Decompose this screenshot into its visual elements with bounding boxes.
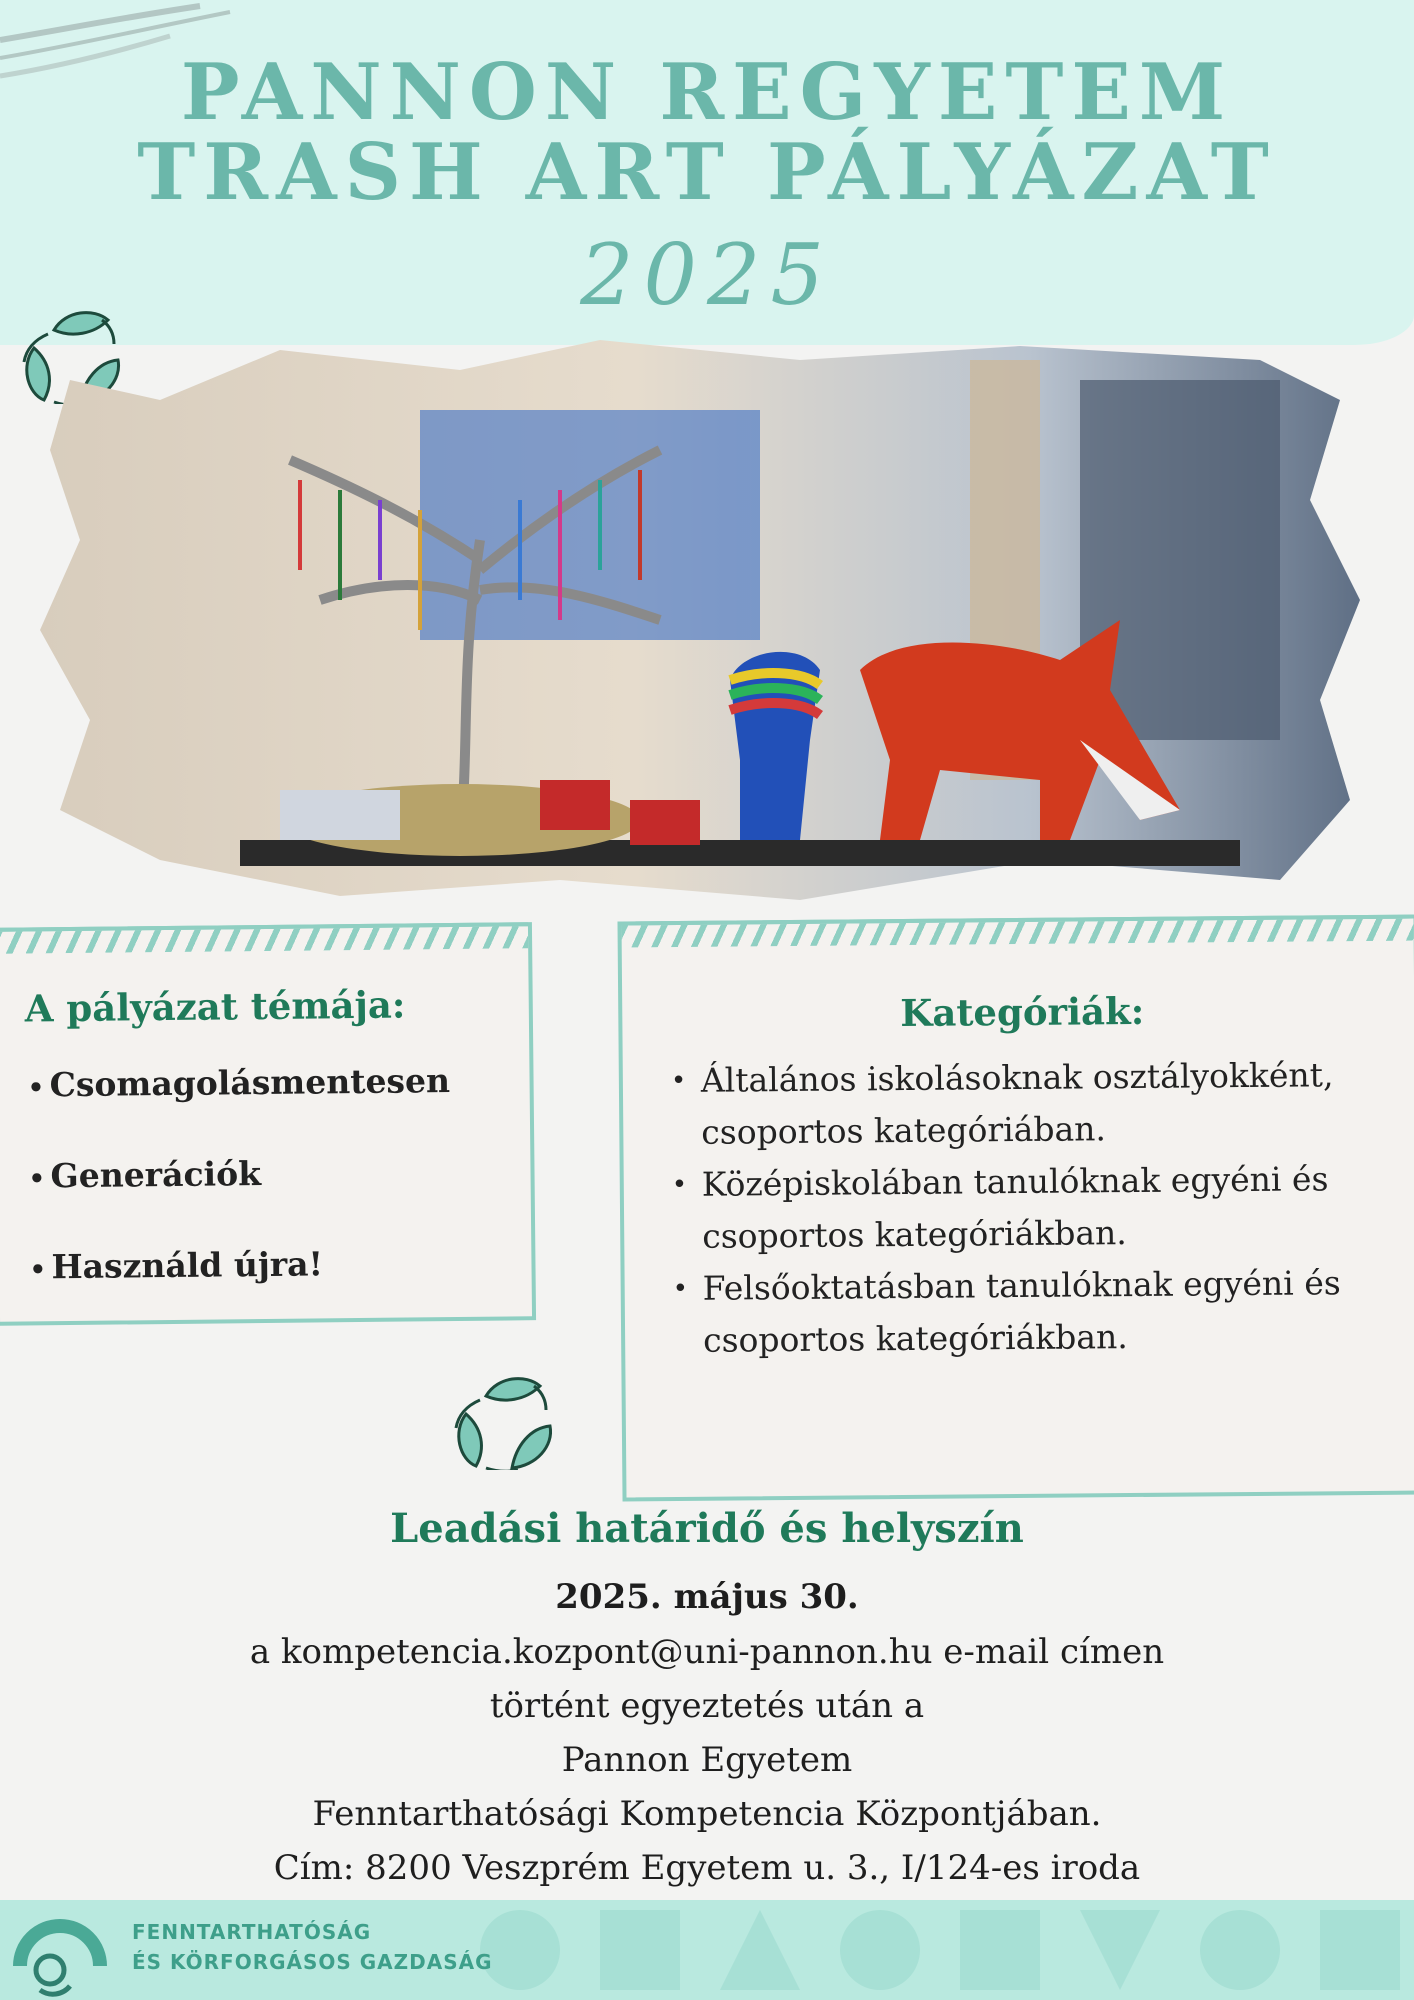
theme-list bbox=[27, 1057, 452, 1334]
categories-box-title: Kategóriák: bbox=[900, 988, 1145, 1036]
trash-art-photo bbox=[40, 340, 1370, 900]
deadline-title: Leadási határidő és helyszín bbox=[390, 1505, 1024, 1552]
deadline-line-2: történt egyeztetés után a bbox=[489, 1686, 925, 1726]
title-line-1: PANNON REGYETEM bbox=[180, 47, 1234, 138]
deadline-email-line: a kompetencia.kozpont@uni-pannon.hu e-mail címen bbox=[249, 1632, 1165, 1672]
theme-item bbox=[28, 1148, 451, 1203]
theme-item bbox=[27, 1057, 450, 1112]
category-item-label: Középiskolában tanulóknak egyéni és csoportos kategóriákban. bbox=[701, 1159, 1329, 1256]
category-item bbox=[671, 1049, 1412, 1159]
deadline-address: Cím: 8200 Veszprém Egyetem u. 3., I/124-es iroda bbox=[273, 1848, 1141, 1888]
theme-box-title: A pályázat témája: bbox=[24, 982, 406, 1031]
footer bbox=[0, 1900, 1414, 2000]
deadline-line-3: Pannon Egyetem bbox=[561, 1740, 853, 1780]
bullet-icon: • bbox=[671, 1169, 688, 1201]
bullet-icon: • bbox=[28, 1164, 46, 1195]
bullet-icon: • bbox=[670, 1065, 687, 1097]
box-hatch-decoration bbox=[621, 915, 1413, 948]
bullet-icon: • bbox=[29, 1255, 47, 1286]
theme-item-label: Használd újra! bbox=[51, 1244, 324, 1287]
categories-box bbox=[617, 915, 1414, 1502]
category-item-label: Felsőoktatásban tanulóknak egyéni és csoportos kategóriákban. bbox=[702, 1263, 1341, 1360]
footer-text-line-1: FENNTARTHATÓSÁG bbox=[132, 1920, 372, 1944]
year-heading: 2025 bbox=[580, 226, 834, 324]
category-item-label: Általános iskolásoknak osztályokként, csoportos kategóriában. bbox=[700, 1055, 1334, 1152]
categories-list bbox=[671, 1049, 1414, 1367]
box-hatch-decoration bbox=[0, 922, 528, 954]
title-line-2: TRASH ART PÁLYÁZAT bbox=[137, 127, 1277, 218]
bullet-icon: • bbox=[672, 1273, 689, 1305]
category-item bbox=[672, 1257, 1413, 1367]
recycle-leaves-icon bbox=[446, 1370, 560, 1470]
footer-text-line-2: ÉS KÖRFORGÁSOS GAZDASÁG bbox=[132, 1950, 493, 1974]
deadline-line-4: Fenntarthatósági Kompetencia Központjában. bbox=[312, 1794, 1102, 1834]
bullet-icon: • bbox=[27, 1073, 45, 1104]
theme-item-label: Generációk bbox=[50, 1154, 262, 1196]
theme-box bbox=[0, 922, 536, 1326]
theme-item bbox=[29, 1239, 452, 1294]
deadline-date: 2025. május 30. bbox=[555, 1577, 859, 1617]
category-item bbox=[672, 1153, 1413, 1263]
theme-item-label: Csomagolásmentesen bbox=[49, 1061, 451, 1105]
circular-economy-logo-icon bbox=[10, 1906, 110, 2000]
